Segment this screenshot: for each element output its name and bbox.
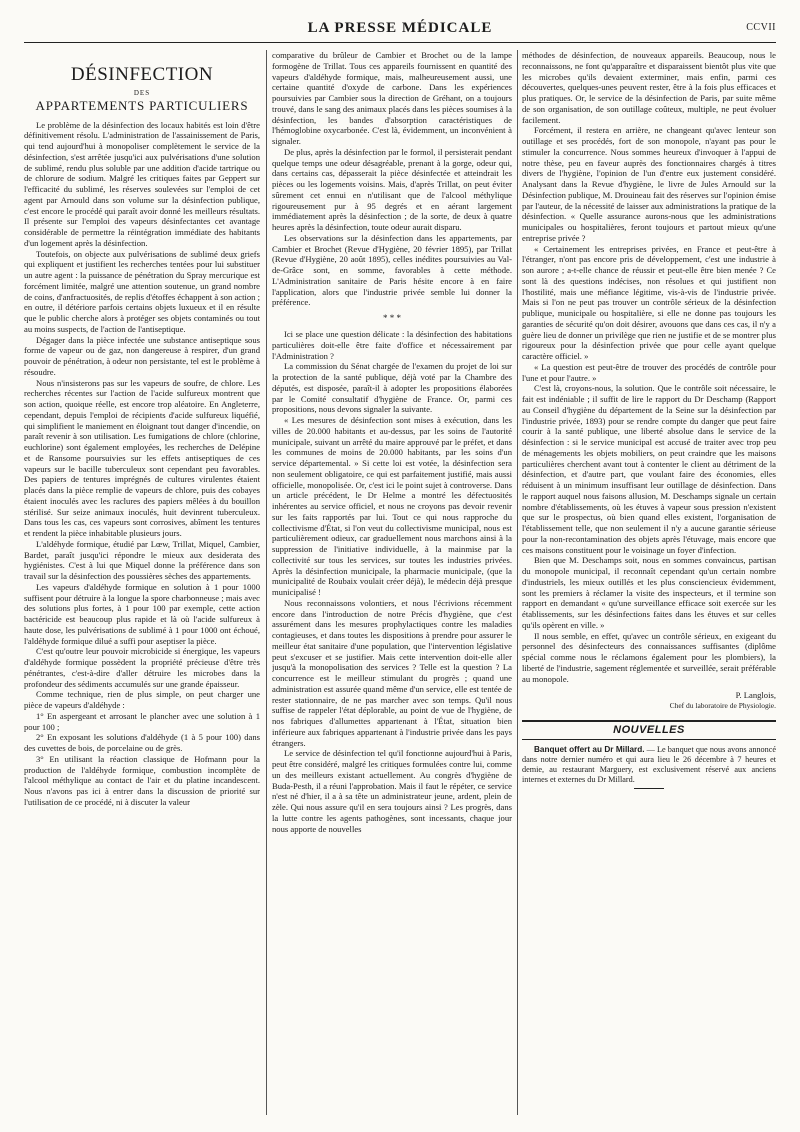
column-divider [517,50,518,1115]
news-item-text: — Le banquet que nous avons annoncé dans notre dernier numéro et qui aura lieu le 26 décembre à 7 heures et demie, au restaurant Marguery, est exclusivement réservé aux anciens internes et externes du Dr Millard. [522,744,776,785]
column-1 [24,50,260,1115]
paragraph: Les observations sur la désinfection dans les appartements, par Cambier et Brochet (Revue d'Hygiène, 20 février 1895), par Trillat (Revue d'Hygiène, 20 août 1895), celles inédites poursuivies au Val-de-Grâce sont, en somme, favorables à cette méthode. L'Administration sanitaire de Paris hésite encore à en faire l'application, alors que l'industrie privée semble lui donner la préférence. [272,232,512,308]
paragraph: Nous reconnaissons volontiers, et nous l'écrivions récemment encore dans l'introduction de notre Précis d'hygiène, que c'est assurément dans les mesures prophylactiques contre les maladies contagieuses, et dans toutes les dispositions à prendre pour assurer le meilleur état sanitaire d'une population, que l'intervention législative peut s'excuser et se justifier. Mais cette intervention doit-elle aller jusqu'à la monopolisation des services ? Telle est la question ? La concurrence est le meilleur stimulant du progrès ; quand une administration est assurée quand même d'un service, elle est tentée de rester stationnaire, de ne pas marcher avec son temps. Qu'il nous suffise de rappeler l'état déplorable, au point de vue de l'hygiène, de nos fabriques d'allumettes appartenant à l'État, situation bien inférieure aux fabriques appartenant à l'industrie privée dans les pays étrangers. [272,597,512,748]
article-title-connector: DES [133,89,151,97]
journal-title: LA PRESSE MÉDICALE [307,20,493,36]
paragraph: comparative du brûleur de Cambier et Brochet ou de la lampe formogène de Trillat. Tous ces appareils fournissent en quantité des vapeurs d'aldéhyde formique, mais, malheureusement aussi, une certaine quantité d'oxyde de carbone. Dans les expériences poursuivies par Cambier sous la direction de Gréhant, on a toujours trouvé, dans le sang des animaux placés dans les pièces soumises à la désinfection, les bandes d'absorption caractéristiques de l'hémoglobine oxycarbonée. C'est là, évidemment, un inconvénient à signaler. [272,50,512,146]
column-3 [522,50,776,1115]
end-rule [634,788,664,789]
paragraph: C'est là, croyons-nous, la solution. Que le contrôle soit nécessaire, le fait est indéniable ; il suffit de lire le rapport du Dr Deschamp (Rapport au Conseil d'hygiène du département de la Seine sur la désinfection par l'industrie privée, 1893) pour se rendre compte du danger que peut faire courir à la santé publique, une liberté absolue dans le service de la désinfection : si le service municipal est accusé de traiter avec trop peu de ménagements les objets mobiliers, on peut craindre que les maisons particulières cherchent avant tout à contenter le client au détriment de la désinfection, et d'autre part, que voulant faire des économies, elles réduisent à un minimum insuffisant leur outillage de désinfection. Dans le rapport auquel nous faisons allusion, M. Deschamps signale un certain nombre d'établissements, où les étuves à vapeur sous pression n'existent que sur le prospectus, où bien quand elles existent, l'organisation de l'établissement telle, que non seulement il n'y a aucune garantie sérieuse pour la non-recontamination des objets après l'étuvage, mais encore que ces maisons constituent pour le voisinage un foyer d'infection. [522,383,776,555]
page-number: CCVII [746,22,776,33]
author-name: P. Langlois, [735,690,776,701]
article-title: DÉSINFECTION [70,64,214,85]
paragraph: Comme technique, rien de plus simple, on peut charger une pièce de vapeurs d'aldéhyde : [24,689,260,710]
paragraph: Il nous semble, en effet, qu'avec un contrôle sérieux, en exigeant du personnel des désinfecteurs des connaissances suffisantes (diplôme spécial comme nous le réclamons également pour les plombiers), la liberté de l'industrie, sagement réglementée et surveillée, serait préférable au monopole. [522,630,776,684]
paragraph: Ici se place une question délicate : la désinfection des habitations particulières doit-elle être faite d'office et nécessairement par l'Administration ? [272,329,512,361]
section-separator: * * * [383,313,401,323]
news-section-header [522,720,776,740]
header-rule [24,42,776,43]
paragraph: Nous n'insisterons pas sur les vapeurs de soufre, de chlore. Les recherches récentes sur l'action de l'acide sulfureux montrent que son action, quoique réelle, est encore trop aléatoire. En Angleterre, cependant, depuis l'emploi de récipients d'acide sulfureux liquéfié, qui simplifient le maniement en éloignant tout danger d'incendie, on paraît revenir à son utilisation. Les fumigations de chlore (chlorine, euchlorine) sont également employées, les recherches de Delépine et de Ransome poursuivies sur les effets antiseptiques de ces vapeurs sur le bacille tuberculeux sont cependant peu favorables. Des papiers de tentures imprégnés de cultures virulentes étaient placés dans la pièce remplie de vapeurs de chlore, puis des cobayes étaient inoculés avec les raclures des papiers mêlées à du bouillon stérilisé. Sur seize animaux inoculés, huit devinrent tuberculeux. Dans tous les cas, ces vapeurs sont corrosives, abîment les tentures et rendent la pièce inhabitable plusieurs jours. [24,377,260,538]
paragraph: Toutefois, on objecte aux pulvérisations de sublimé deux griefs qui expliquent et justifient les recherches tentées pour lui substituer un autre agent : la puissance de pénétration du Spray mercurique est forcément limitée, malgré une attention soutenue, un grand nombre de coins, d'anfractuosités, de replis d'étoffes échappent à son action ; en outre, il détériore parfois certains objets luxueux et il en résulte que le public cherche alors à protéger ses objets contaminés ou tout au moins suspects, de l'action de l'antiseptique. [24,248,260,334]
paragraph: Bien que M. Deschamps soit, nous en sommes convaincus, partisan du monopole municipal, il reconnaît cependant qu'un certain nombre d'industriels, les mieux outillés et les plus consciencieux évidemment, sont les premiers à réclamer la visite des inspecteurs, et il termine son rapport en demandant « qu'une surveillance efficace soit exercée sur les établissements, sur les désinfections faites dans les étuves et sur celles qu'ils opèrent en ville. » [522,555,776,630]
paragraph: C'est qu'outre leur pouvoir microbicide si énergique, les vapeurs d'aldéhyde formique possèdent la propriété précieuse d'être très pénétrantes, c'est-à-dire d'aller détruire les microbes dans la profondeur des sédiments accumulés sur une grande épaisseur. [24,646,260,689]
news-heading: NOUVELLES [613,723,685,736]
paragraph: « La question est peut-être de trouver des procédés de contrôle pour l'une et pour l'autre. » [522,361,776,383]
paragraph: Forcément, il restera en arrière, ne changeant qu'avec lenteur son outillage et ses procédés, fort de son monopole, n'ayant pas pour le stimuler la concurrence. Nous sommes heureux d'invoquer à l'appui de notre thèse, peu en faveur auprès des fonctionnaires chargés à titres divers de l'hygiène, l'opinion de l'un d'entre eux justement considéré. Analysant dans la Revue d'hygiène, le livre de Jules Arnould sur la Désinfection publique, M. Drouineau fait des réserves sur l'opinion émise par l'auteur, de la nécessité de laisser aux administrations la pratique de la désinfection. « Quelle assurance aurons-nous que les administrations municipales ou hospitalières, feront toujours et partout mieux qu'une entreprise privée ? [522,125,776,243]
article-subtitle: APPARTEMENTS PARTICULIERS [35,97,249,113]
news-item [522,745,776,786]
paragraph: Les vapeurs d'aldéhyde formique en solution à 1 pour 1000 suffisent pour détruire à la longue la spore charbonneuse ; mais avec des solutions plus fortes, à 1 pour 100 par exemple, cette action bactéricide est beaucoup plus rapide et là où l'acide sulfureux à haute dose, les pulvérisations de sublimé à 1 pour 1000 ont échoué, l'aldéhyde formique dilué a suffi pour aseptiser la pièce. [24,581,260,646]
paragraph: 3° En utilisant la réaction classique de Hofmann pour la production de l'aldéhyde formique, combustion incomplète de l'alcool méthylique au contact de l'air et du platine incandescent. Nous n'avons pas ici à entrer dans la discussion de priorité sur l'utilisation de ce procédé, ni à discuter la valeur [24,753,260,807]
paragraph: « Les mesures de désinfection sont mises à exécution, dans les villes de 20.000 habitants et au-dessus, par les soins de l'autorité municipale, suivant un arrêté du maire approuvé par le préfet, et dans les communes de moins de 20.000 habitants, par les soins d'un service départemental. » Si cette loi est votée, la désinfection sera non seulement obligatoire, ce qui est parfaitement justifié, mais aussi officielle, monopolisée. Or, c'est ici le point sujet à controverse. Dans un article précédent, le Dr Helme a montré les défectuosités inhérentes au service officiel, et nous ne croyons pas devoir revenir sur les faits rapportés par lui. Tout ce qui nous rapproche du collectivisme d'État, si l'on veut du collectivisme municipal, nous est particulièrement odieux, car graduellement nous marchons ainsi à la suppression de l'initiative individuelle, à la mainmise par la collectivité sur tous les services, sur toutes les industries privées. Après la désinfection municipale, la pharmacie municipale, (que la municipalité de Roubaix voulait créer déjà), le médecin déjà presque municipalisé ! [272,415,512,597]
paragraph: méthodes de désinfection, de nouveaux appareils. Beaucoup, nous le reconnaissons, ne font qu'apparaître et disparaissent bientôt plus vite que les microbes qu'ils devaient exterminer, mais enfin, parmi ces découvertes, quelques-unes peuvent rester, être à la fois plus efficaces et plus pratiques. Or, le service de la désinfection de Paris, par suite même de son organisation, de son outillage coûteux, multiple, ne peut évoluer facilement. [522,50,776,125]
paragraph: 1° En aspergeant et arrosant le plancher avec une solution à 1 pour 100 ; [24,710,260,732]
paragraph: Le service de désinfection tel qu'il fonctionne aujourd'hui à Paris, peut être considéré, malgré les critiques formulées contre lui, comme un des meilleurs existant actuellement. Au congrès d'hygiène de Buda-Pesth, il a réuni l'approbation. Mais il faut le répéter, ce service n'est né d'hier, il a à sa tête un administrateur jeune, ardent, plein de zèle. Qui nous assure qu'il en sera toujours ainsi ? Les progrès, dans la lutte contre les agents pathogènes, sont incessants, chaque jour nous apporte de nouvelles [272,748,512,834]
paragraph: « Certainement les entreprises privées, en France et peut-être à l'étranger, n'ont pas encore pris de développement, c'est une industrie à son aurore ; a-t-elle chance de réussir et peut-elle être bien menée ? Ce sont là des questions indécises, non résolues et qui justifient non l'hostilité, mais une méfiance légitime, vis-à-vis de l'industrie privée. Mais si l'on ne peut pas trouver un contrôle sérieux de la désinfection publique, municipale ou hospitalière, si elle ne donne pas toujours les garanties de sécurité qu'on doit désirer, avouons que dans ces cas, il n'y a guère lieu de donner un privilège que rien ne justifie et de se montrer plus rigoureux pour la désinfection privée que pour celle ayant quelque caractère officiel. » [522,243,776,361]
paragraph: La commission du Sénat chargée de l'examen du projet de loi sur la protection de la santé publique, déjà voté par la Chambre des députés, est disposée, paraît-il à adopter les propositions élaborées par le Comité consultatif d'hygiène de France. Or, parmi ces propositions, nous devons signaler la suivante. [272,361,512,415]
column-divider [266,50,267,1115]
news-item-title: Banquet offert au Dr Millard. [534,744,645,754]
author-title: Chef du laboratoire de Physiologie. [669,701,776,710]
paragraph: De plus, après la désinfection par le formol, il persisterait pendant quelque temps une odeur désagréable, prenant à la gorge, odeur qui, dans certains cas, dépasserait la pièce désinfectée et atteindrait les pièces ou les logements voisins. Mais, d'après Trillat, on peut éviter sûrement cet ennui en n'utilisant que de l'alcool méthylique rigoureusement pur à 95 degrés et en aérant largement immédiatement après la désinfection ; de la sorte, de deux à quatre heures après la désinfection, toute odeur aurait disparu. [272,146,512,232]
paragraph: Le problème de la désinfection des locaux habités est loin d'être définitivement résolu. L'administration de l'assainissement de Paris, qui tend aujourd'hui à monopoliser complètement le service de la désinfection, s'est arrêtée jusqu'ici aux pulvérisations d'une solution de sublimé, rendu plus soluble par une addition d'acide tartrique ou de chlorure de sodium. Malgré les critiques faites par Geppert sur l'efficacité du sublimé, les réserves soulevées sur l'emploi de cet agent par Arnould dans son volume sur la désinfection publique, c'est encore le procédé qui paraît avoir donné les meilleurs résultats. Il présente sur l'emploi des vapeurs désinfectantes cet avantage considérable de permettre la réintégration immédiate des habitants d'un logement après la désinfection. [24,119,260,248]
paragraph: Dégager dans la pièce infectée une substance antiseptique sous forme de vapeur ou de gaz, non dangereuse à respirer, d'un grand pouvoir de pénétration, à odeur non persistante, tel est le problème à résoudre. [24,334,260,377]
column-2 [272,50,512,1115]
paragraph: 2° En exposant les solutions d'aldéhyde (1 à 5 pour 100) dans des cuvettes de bois, de porcelaine ou de grès. [24,732,260,753]
paragraph: L'aldéhyde formique, étudié par Lœw, Trillat, Miquel, Cambier, Bardet, paraît jusqu'ici répondre le mieux aux desiderata des hygiénistes. C'est à lui que Miquel donne la préférence dans son travail sur la désinfection des poussières sèches des appartements. [24,538,260,581]
masthead [24,20,776,42]
